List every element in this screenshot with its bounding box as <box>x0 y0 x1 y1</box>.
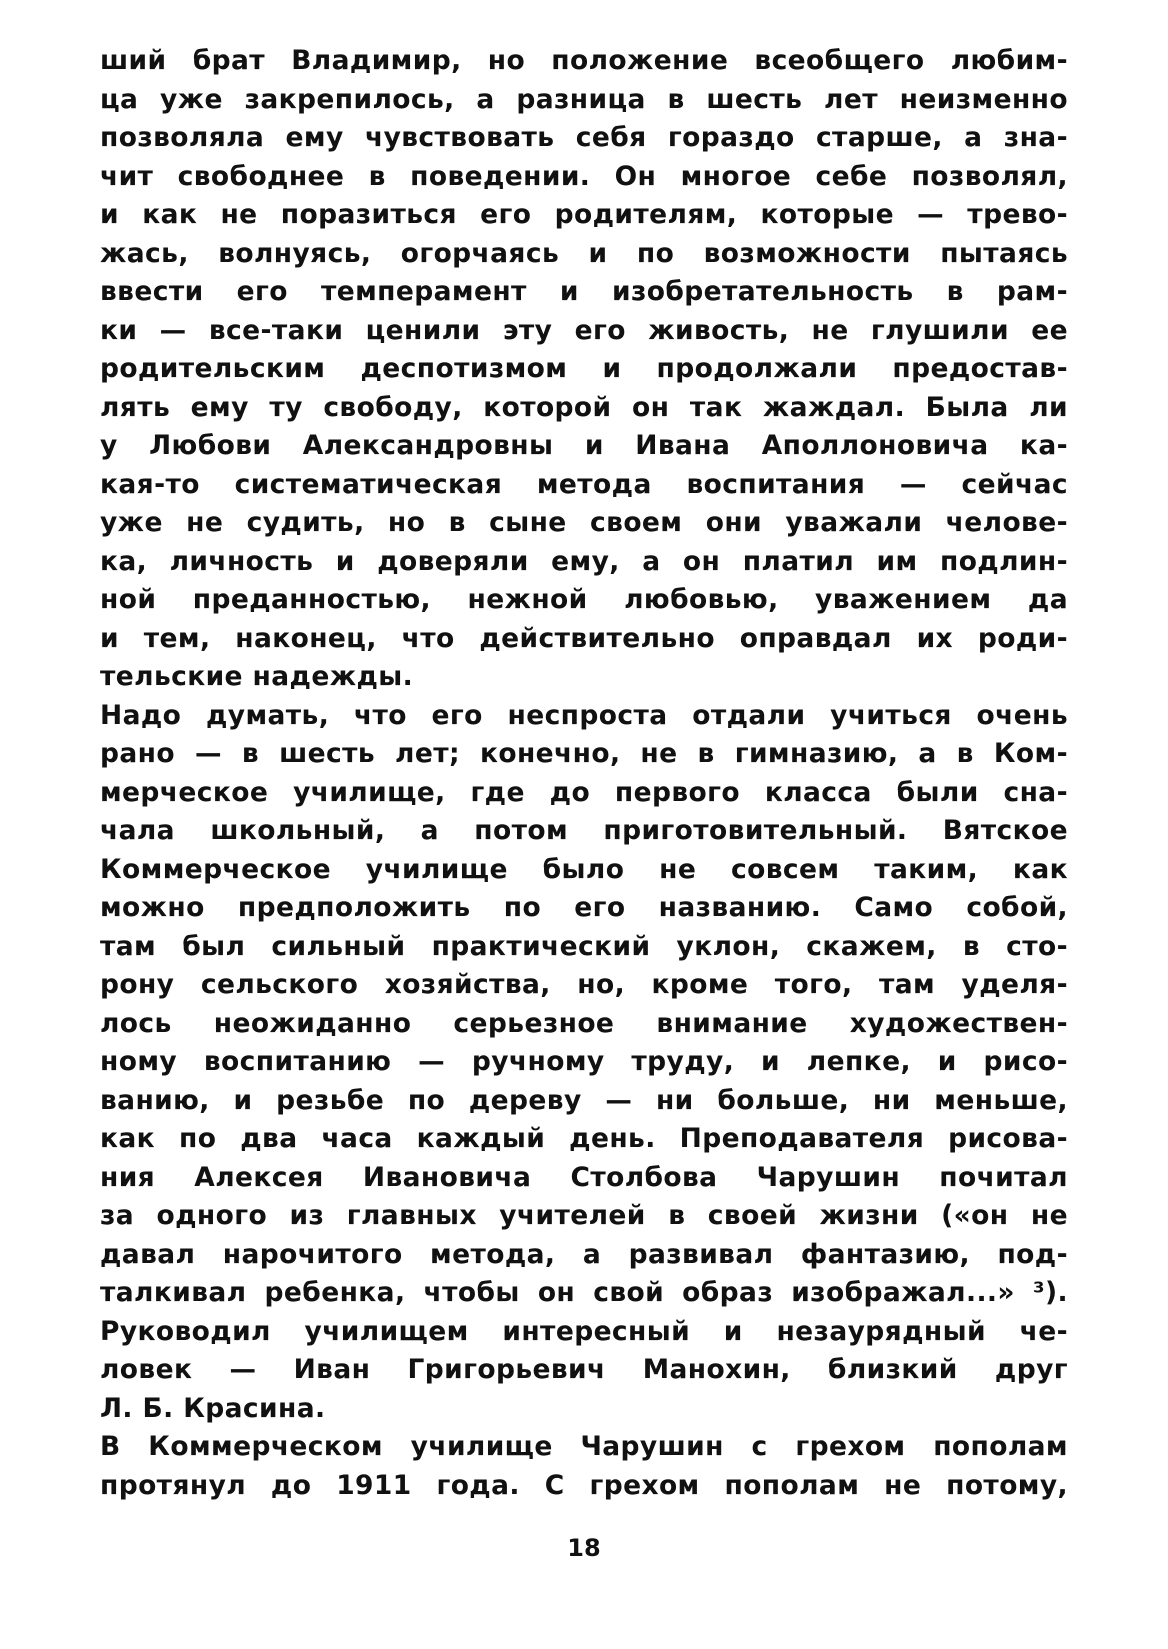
text-line: можно предположить по его названию. Само собой, <box>100 892 1068 923</box>
text-line: ка, личность и доверяли ему, а он платил им подлин- <box>100 545 1068 577</box>
text-line: лось неожиданно серьезное внимание художествен- <box>100 1007 1068 1039</box>
text-line: тельские надежды. <box>100 661 414 692</box>
text-line: В Коммерческом училище Чарушин с грехом пополам <box>100 1431 1068 1462</box>
text-line: мерческое училище, где до первого класса были сна- <box>100 776 1068 808</box>
text-line: ца уже закрепилось, а разница в шесть лет неизменно <box>100 83 1068 115</box>
text-line: Л. Б. Красина. <box>100 1392 326 1424</box>
text-line: протянул до 1911 года. С грехом пополам не потому, <box>100 1469 1068 1501</box>
text-line: за одного из главных учителей в своей жизни («он не <box>100 1200 1068 1231</box>
text-body <box>100 42 1068 1505</box>
text-line: ному воспитанию — ручному труду, и лепке, и рисо- <box>100 1046 1068 1077</box>
text-line: и тем, наконец, что действительно оправдал их роди- <box>100 622 1068 654</box>
text-line: родительским деспотизмом и продолжали предостав- <box>100 353 1068 384</box>
text-line: талкивал ребенка, чтобы он свой образ изображал...» ³). <box>100 1277 1068 1308</box>
paragraph-3 <box>100 1428 1068 1505</box>
text-line: лять ему ту свободу, которой он так жаждал. Была ли <box>100 391 1068 423</box>
paragraph-1 <box>100 42 1068 697</box>
text-line: ния Алексея Ивановича Столбова Чарушин почитал <box>100 1161 1068 1193</box>
text-line: Надо думать, что его неспроста отдали учиться очень <box>100 699 1068 731</box>
text-line: кая-то систематическая метода воспитания — сейчас <box>100 468 1068 500</box>
text-line: чит свободнее в поведении. Он многое себе позволял, <box>100 160 1068 192</box>
text-line: ки — все-таки ценили эту его живость, не глушили ее <box>100 314 1068 346</box>
text-line: уже не судить, но в сыне своем они уважали челове- <box>100 507 1068 538</box>
text-line: и как не поразиться его родителям, которые — трево- <box>100 199 1068 230</box>
text-line: рано — в шесть лет; конечно, не в гимназию, а в Ком- <box>100 738 1068 769</box>
text-line: давал нарочитого метода, а развивал фантазию, под- <box>100 1238 1068 1270</box>
text-line: ной преданностью, нежной любовью, уважением да <box>100 584 1068 615</box>
paragraph-2 <box>100 697 1068 1429</box>
text-line: ванию, и резьбе по дереву — ни больше, ни меньше, <box>100 1084 1068 1116</box>
text-line: ший брат Владимир, но положение всеобщего любим- <box>100 45 1068 76</box>
text-line: ловек — Иван Григорьевич Манохин, близкий друг <box>100 1354 1068 1385</box>
text-line: Коммерческое училище было не совсем таким, как <box>100 853 1068 885</box>
text-line: рону сельского хозяйства, но, кроме того, там уделя- <box>100 969 1068 1000</box>
text-line: чала школьный, а потом приготовительный. Вятское <box>100 815 1068 846</box>
text-line: жась, волнуясь, огорчаясь и по возможности пытаясь <box>100 237 1068 269</box>
text-line: позволяла ему чувствовать себя гораздо старше, а зна- <box>100 122 1068 153</box>
text-line: у Любови Александровны и Ивана Аполлоновича ка- <box>100 430 1068 461</box>
text-line: там был сильный практический уклон, скажем, в сто- <box>100 930 1068 962</box>
page-number: 18 <box>567 1534 601 1562</box>
text-line: ввести его темперамент и изобретательность в рам- <box>100 276 1068 307</box>
text-line: как по два часа каждый день. Преподавателя рисова- <box>100 1123 1068 1154</box>
text-line: Руководил училищем интересный и незаурядный че- <box>100 1315 1068 1347</box>
